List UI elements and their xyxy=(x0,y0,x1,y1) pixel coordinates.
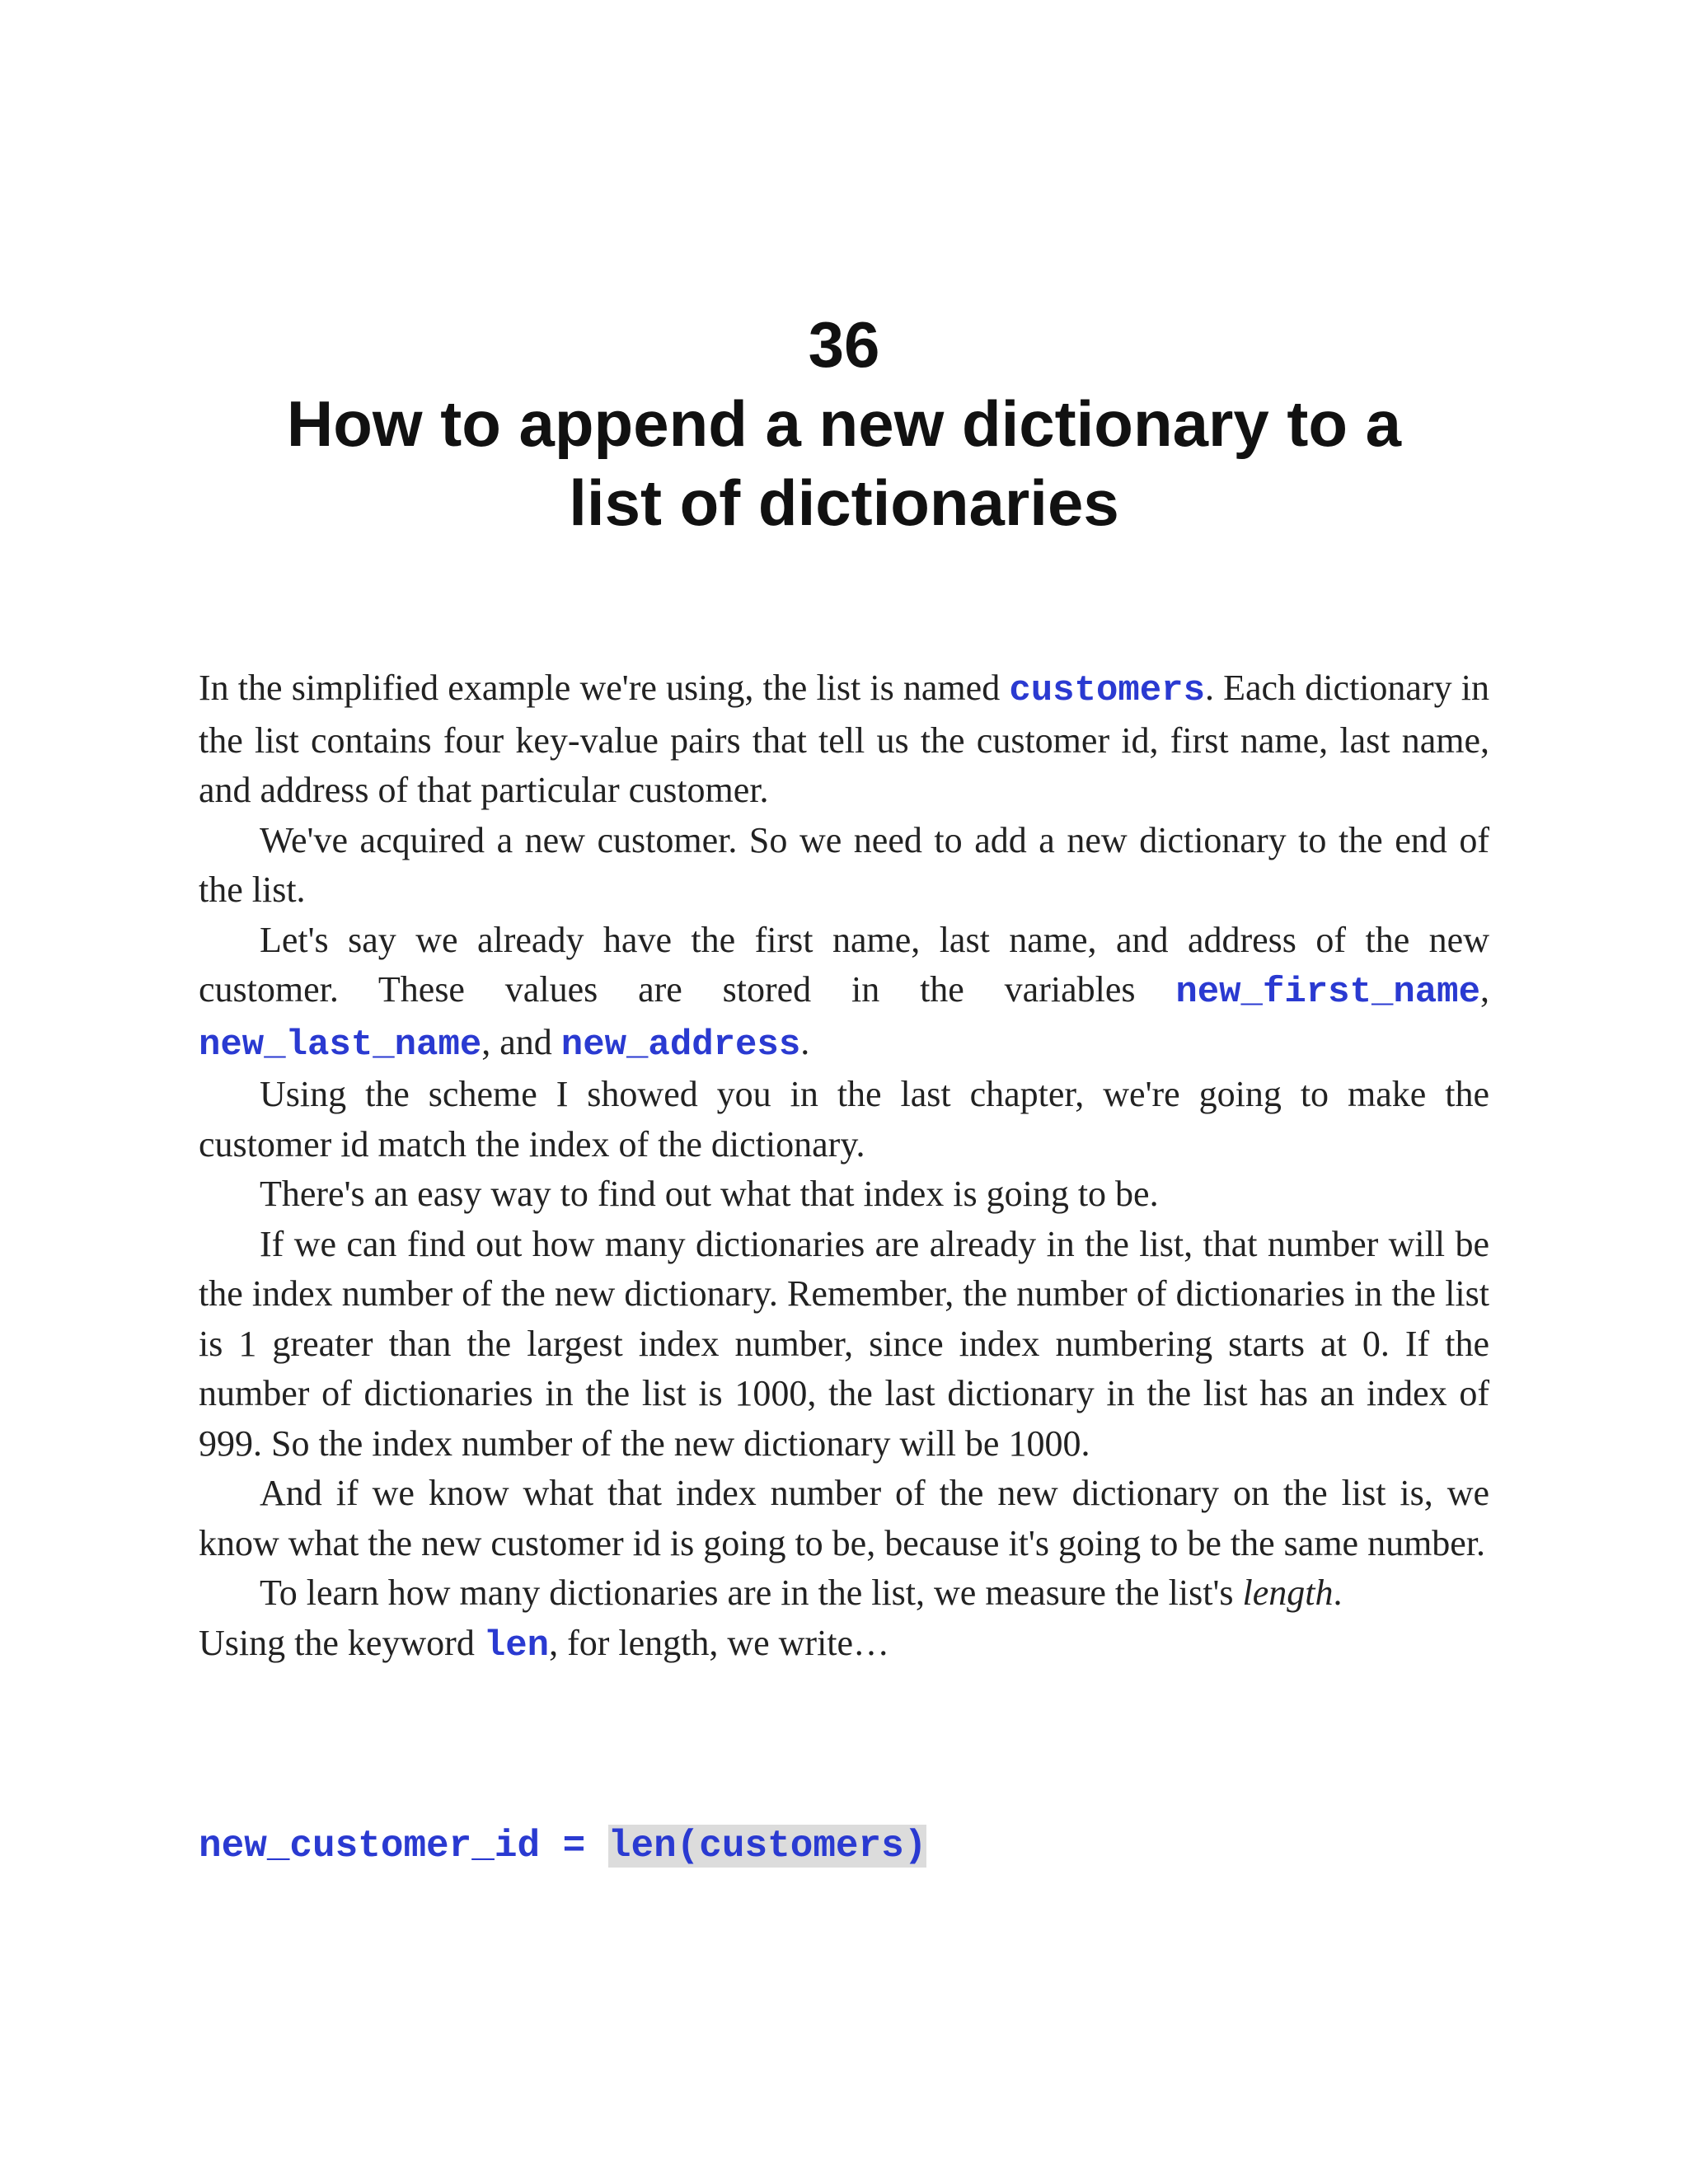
paragraph: And if we know what that index number of the new dictionary on the list is, we know what the new customer id is going to be, because it's going to be the same number. xyxy=(199,1473,1489,1563)
paragraph-text: . Each dictionary in the list contains four key-value pairs that tell us the customer id, first name, last name, and address of that particular customer. xyxy=(199,668,1489,810)
paragraph-text: Using the keyword xyxy=(199,1622,484,1663)
paragraph-text: In the simplified example we're using, the list is named xyxy=(199,668,1010,708)
inline-code: new_last_name xyxy=(199,1024,482,1066)
paragraph xyxy=(199,663,1489,816)
paragraph-text: . xyxy=(1333,1572,1343,1613)
paragraph-text: To learn how many dictionaries are in the list, we measure the list's xyxy=(260,1572,1243,1613)
inline-code: new_first_name xyxy=(1175,972,1480,1013)
inline-code: new_address xyxy=(560,1024,801,1066)
chapter-heading xyxy=(0,305,1688,542)
code-highlight: len(customers) xyxy=(607,1825,927,1868)
paragraph: We've acquired a new customer. So we need to add a new dictionary to the end of the list. xyxy=(199,819,1489,910)
inline-code: customers xyxy=(1009,670,1205,711)
paragraph-text: , and xyxy=(481,1021,561,1062)
emphasis-text: length xyxy=(1242,1572,1334,1613)
code-assignment: new_customer_id = xyxy=(199,1825,608,1868)
paragraph-text: . xyxy=(800,1021,810,1062)
paragraph-text: , xyxy=(1480,969,1489,1010)
paragraph: There's an easy way to find out what that index is going to be. xyxy=(260,1174,1159,1214)
paragraph-text: Let's say we already have the first name, last name, and address of the new customer. These values are stored in the variables xyxy=(199,919,1489,1010)
chapter-number: 36 xyxy=(808,308,880,381)
paragraph: If we can find out how many dictionaries are already in the list, that number will be the index number of the new dictionary. Remember, the number of dictionaries in the list is 1 greater than the largest index number, since index numbering starts at 0. If the number of dictionaries in the list is 1000, the last dictionary in the list has an index of 999. So the index number of the new dictionary will be 1000. xyxy=(199,1223,1489,1464)
paragraph: Using the scheme I showed you in the last chapter, we're going to make the customer id match the index of the dictionary. xyxy=(199,1074,1489,1165)
chapter-title: How to append a new dictionary to a list of dictionaries xyxy=(286,387,1402,539)
paragraph-text: , for length, we write… xyxy=(549,1622,890,1663)
inline-code: len xyxy=(483,1624,550,1666)
paragraph xyxy=(199,916,1489,1071)
chapter-body xyxy=(199,663,1489,1671)
paragraph xyxy=(199,1568,1489,1671)
code-example xyxy=(199,1821,926,1871)
